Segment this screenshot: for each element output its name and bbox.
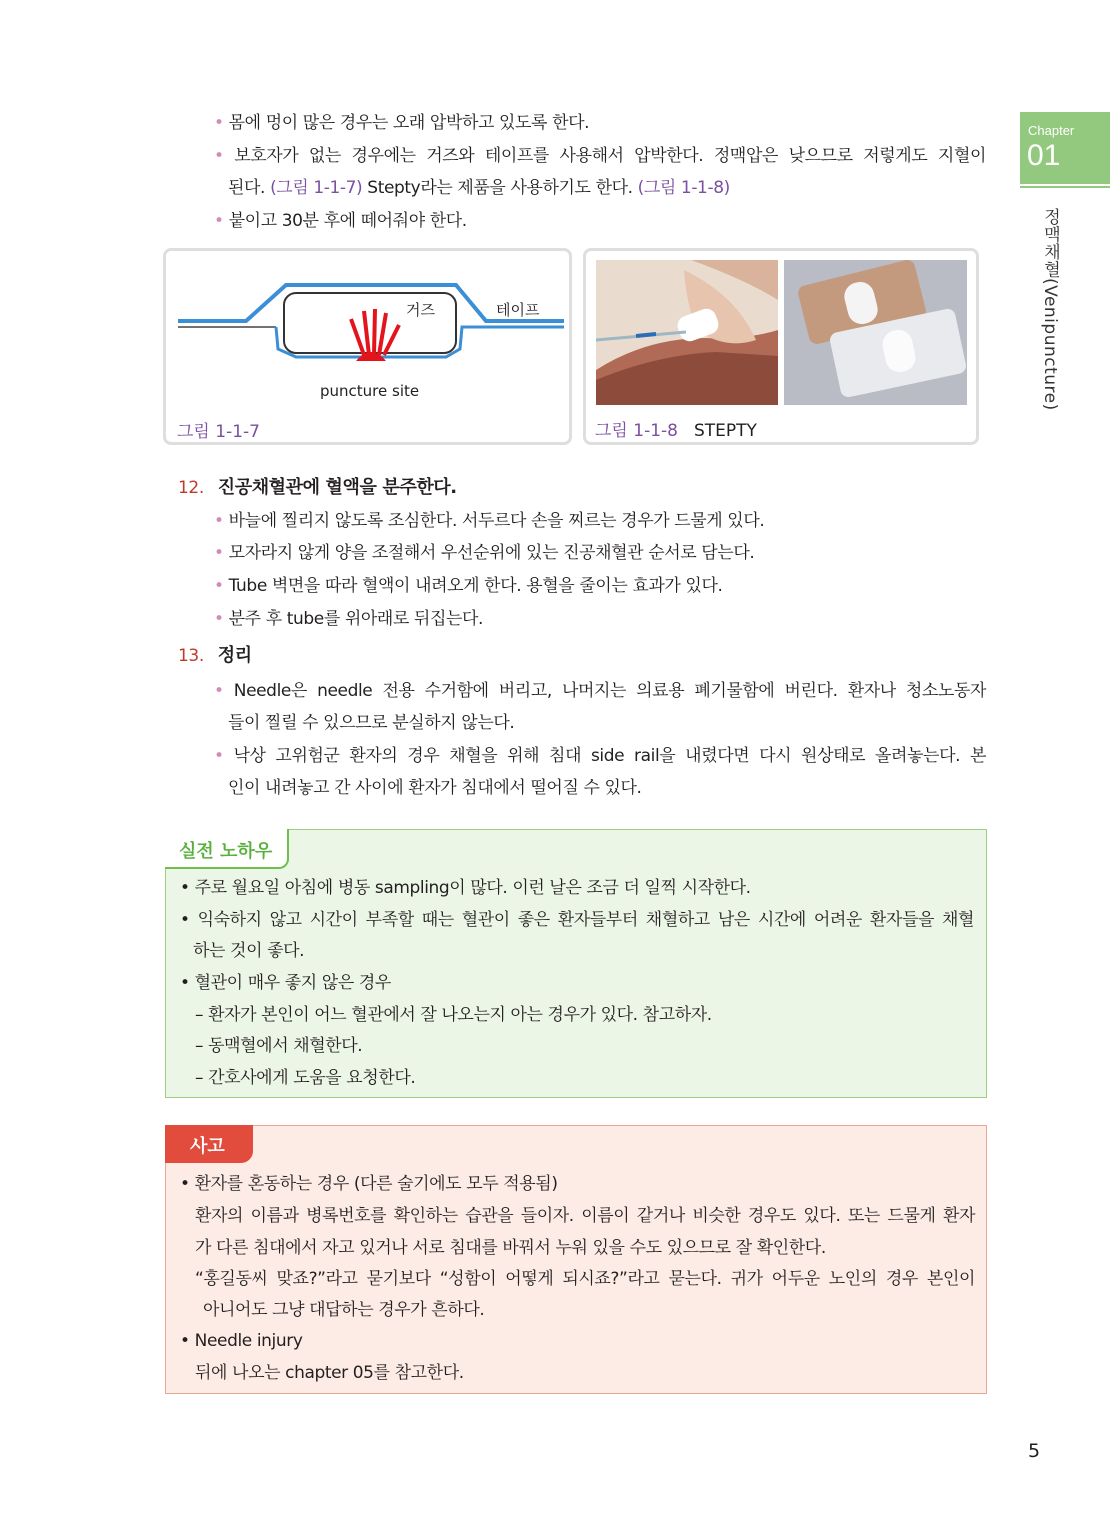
- knowhow-title: 실전 노하우: [179, 841, 273, 862]
- knowhow-line-2: • 익숙하지 않고 시간이 부족할 때는 혈관이 좋은 환자들부터 채혈하고 남은 시간에 어려운 환자들을 채혈: [180, 910, 974, 930]
- top-bullet-3: [214, 210, 467, 232]
- bullet-text: 붙이고 30분 후에 떼어줘야 한다.: [228, 211, 467, 231]
- figure-ref-1-1-8: (그림 1-1-8): [637, 178, 730, 198]
- bullet-text: 낙상 고위험군 환자의 경우 채혈을 위해 침대 side rail을 내렸다면 다시 원상태로 올려놓는다. 본: [233, 746, 986, 766]
- bullet-text: Tube 벽면을 따라 혈액이 내려오게 한다. 용혈을 줄이는 효과가 있다.: [228, 576, 723, 596]
- accident-box: [165, 1125, 987, 1394]
- step-13-bullet-1: [214, 680, 986, 702]
- accident-line-6: • Needle injury: [180, 1331, 303, 1351]
- bullet-text: 보호자가 없는 경우에는 거즈와 테이프를 사용해서 압박한다. 정맥압은 낮으므로 저렇게도 지혈이: [234, 146, 986, 166]
- step-title: 진공채혈관에 혈액을 분주한다.: [217, 477, 457, 498]
- step-13-bullet-1-cont: 들이 찔릴 수 있으므로 분실하지 않는다.: [228, 713, 515, 733]
- product-name: STEPTY: [693, 421, 757, 441]
- step-12-bullet-2: [214, 542, 754, 564]
- figure-1-1-7-box: [163, 248, 572, 445]
- bullet-text: 몸에 멍이 많은 경우는 오래 압박하고 있도록 한다.: [228, 113, 590, 133]
- bullet-text: 모자라지 않게 양을 조절해서 우선순위에 있는 진공채혈관 순서로 담는다.: [228, 543, 755, 563]
- figure-ref-1-1-7: (그림 1-1-7): [270, 178, 363, 198]
- step-13-heading: [178, 645, 252, 667]
- step-13-bullet-2: [214, 745, 986, 767]
- knowhow-tab: [165, 829, 289, 869]
- bullet-text: 바늘에 찔리지 않도록 조심한다. 서두르다 손을 찌르는 경우가 드물게 있다.: [228, 511, 765, 531]
- bullet-dot: •: [214, 576, 224, 596]
- knowhow-line-4: • 혈관이 매우 좋지 않은 경우: [180, 973, 391, 993]
- accident-title: 사고: [190, 1136, 225, 1157]
- top-bullet-2-continued: [228, 177, 730, 199]
- stepty-hand-photo: [596, 260, 778, 405]
- step-13-bullet-2-cont: 인이 내려놓고 간 사이에 환자가 침대에서 떨어질 수 있다.: [228, 778, 642, 798]
- figure-caption: 그림 1-1-8: [595, 421, 678, 441]
- bullet-dot: •: [214, 681, 224, 701]
- accident-line-4: “홍길동씨 맞죠?”라고 묻기보다 “성함이 어떻게 되시죠?”라고 묻는다. 귀가 어두운 노인의 경우 본인이: [195, 1269, 975, 1289]
- knowhow-box: [165, 829, 987, 1098]
- step-12-heading: [178, 477, 457, 499]
- bullet-dot: •: [214, 113, 224, 133]
- top-bullet-2: [214, 145, 986, 167]
- figure-1-1-8-caption: [595, 416, 757, 441]
- bullet-text: Needle은 needle 전용 수거함에 버리고, 나머지는 의료용 폐기물함에 버린다. 환자나 청소노동자: [233, 681, 986, 701]
- bullet-text: 분주 후 tube를 위아래로 뒤집는다.: [228, 609, 484, 629]
- knowhow-line-7: – 간호사에게 도움을 요청한다.: [195, 1068, 416, 1088]
- figure-caption: 그림 1-1-7: [177, 422, 260, 442]
- top-bullet-1: [214, 112, 589, 134]
- page-number: 5: [1028, 1440, 1041, 1462]
- bullet-dot: •: [214, 146, 224, 166]
- bullet-dot: •: [214, 511, 224, 531]
- step-12-bullet-4: [214, 608, 483, 630]
- accident-tab: [165, 1125, 253, 1163]
- step-number: 12.: [178, 478, 204, 498]
- gauze-tape-diagram: [176, 281, 566, 371]
- accident-line-2: 환자의 이름과 병록번호를 확인하는 습관을 들이자. 이름이 같거나 비슷한 경우도 있다. 또는 드물게 환자: [195, 1206, 975, 1226]
- chapter-tab: [1020, 112, 1110, 184]
- tape-label: 테이프: [496, 301, 540, 319]
- knowhow-line-5: – 환자가 본인이 어느 혈관에서 잘 나오는지 아는 경우가 있다. 참고하자.: [195, 1005, 712, 1025]
- bullet-dot: •: [214, 746, 224, 766]
- step-title: 정리: [217, 645, 252, 666]
- continued-text: Stepty라는 제품을 사용하기도 한다.: [362, 178, 638, 198]
- knowhow-line-3: 하는 것이 좋다.: [193, 941, 305, 961]
- accident-line-5: 아니어도 그냥 대답하는 경우가 흔하다.: [203, 1300, 485, 1320]
- bullet-dot: •: [214, 609, 224, 629]
- chapter-number: 01: [1027, 139, 1061, 172]
- puncture-site-label: puncture site: [320, 382, 420, 400]
- step-12-bullet-1: [214, 510, 764, 532]
- side-chapter-title: 정맥채혈(Venipuncture): [1040, 208, 1060, 411]
- gauze-label: 거즈: [406, 301, 435, 319]
- bullet-dot: •: [214, 211, 224, 231]
- accident-line-7: 뒤에 나오는 chapter 05를 참고한다.: [195, 1363, 464, 1383]
- step-number: 13.: [178, 646, 204, 666]
- step-12-bullet-3: [214, 575, 722, 597]
- accident-line-3: 가 다른 침대에서 자고 있거나 서로 침대를 바꿔서 누워 있을 수도 있으므로 잘 확인한다.: [195, 1238, 826, 1258]
- knowhow-line-6: – 동맥혈에서 채혈한다.: [195, 1036, 363, 1056]
- knowhow-line-1: • 주로 월요일 아침에 병동 sampling이 많다. 이런 날은 조금 더 일찍 시작한다.: [180, 878, 751, 898]
- chapter-word: Chapter: [1028, 123, 1075, 138]
- bullet-dot: •: [214, 543, 224, 563]
- accident-line-1: • 환자를 혼동하는 경우 (다른 술기에도 모두 적용됨): [180, 1174, 558, 1194]
- stepty-product-photo: [784, 260, 967, 405]
- continued-text: 된다.: [228, 178, 271, 198]
